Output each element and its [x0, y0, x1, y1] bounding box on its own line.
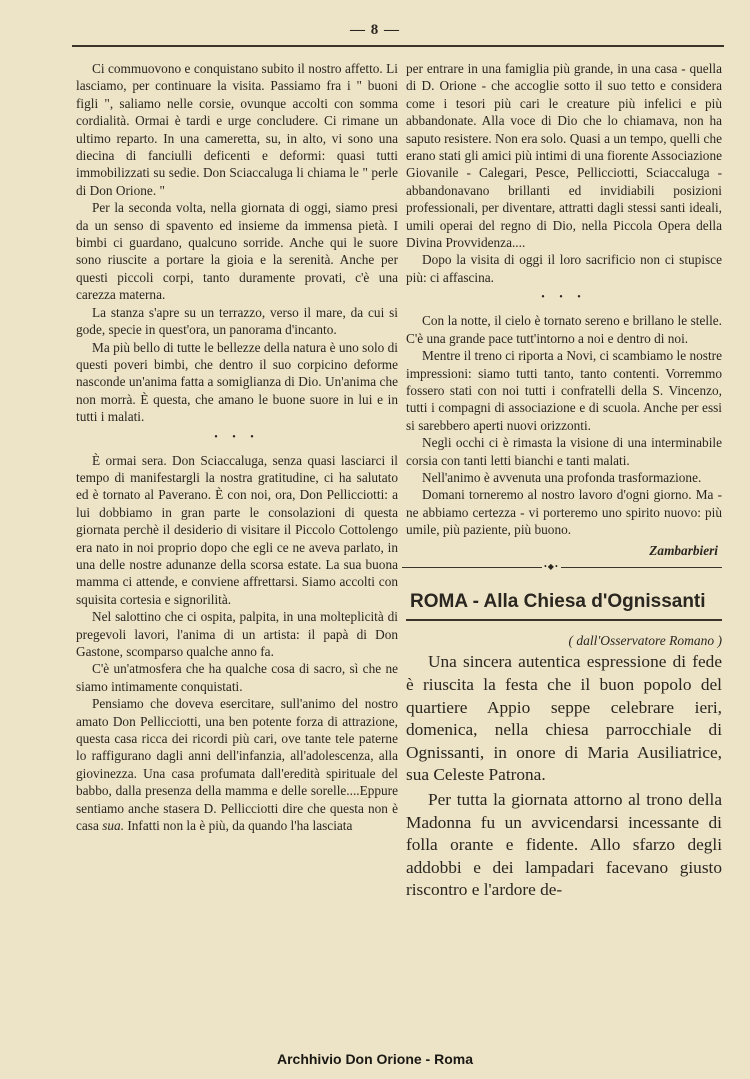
- paragraph: Negli occhi ci è rimasta la visione di una interminabile corsia con tanti letti bianchi e tanti malati.: [406, 435, 722, 468]
- paragraph-text: Infatti non la è più, da quando l'ha lasciata: [127, 818, 353, 834]
- paragraph: Nell'animo è avvenuta una profonda trasformazione.: [422, 469, 702, 485]
- divider-ornament: •◆•: [544, 561, 559, 571]
- paragraph: Con la notte, il cielo è tornato sereno e brillano le stelle. C'è una grande pace tutt'intorno a noi e dentro di noi.: [406, 313, 722, 346]
- paragraph: Dopo la visita di oggi il loro sacrificio non ci stupisce più: ci affascina.: [406, 252, 722, 285]
- paragraph: Domani torneremo al nostro lavoro d'ogni giorno. Ma - ne abbiamo certezza - vi porteremo uno spirito nuovo: più umile, più paziente, più buono.: [406, 487, 722, 538]
- italic-word: sua.: [102, 818, 125, 834]
- page-number: — 8 —: [350, 22, 400, 38]
- paragraph: per entrare in una famiglia più grande, in una casa - quella di D. Orione - che accoglie sotto il suo tetto e considera come i tesori più cari le creature più infelici e più abbandonate. Alla voce di Dio che lo chiamava, non ha saputo resistere. Non era solo. Quasi a un tempo, quelli che erano stati gli amici più intimi di una fiorente Associazione Giovanile - Calegari, Pesce, Pellicciotti, Sciaccaluga - abbandonavano brillanti ed invidiabili posizioni professionali, per diventare, attratti dagli stessi santi ideali, umili operai del regno di Dio, nella Piccola Opera della Divina Provvidenza....: [406, 61, 722, 251]
- header-rule: [72, 45, 724, 47]
- paragraph: Per la seconda volta, nella giornata di oggi, siamo presi da un senso di spavento ed insieme da immensa pietà. I bimbi ci guardano, qualcuno sorride. Anche qui le suore sono riuscite a portare la gioia e la serenità. Anche per questi piccoli corpi, tanto duramente provati, c'è una carezza materna.: [76, 200, 398, 303]
- paragraph: Nel salottino che ci ospita, palpita, in una molteplicità di pregevoli lavori, l'anima di un artista: il papà di Don Gastone, scomparso qualche anno fa.: [76, 609, 398, 659]
- paragraph-text: Pensiamo che doveva esercitare, sull'animo del nostro amato Don Pellicciotti, una ben potente forza di attrazione, questa casa ricca dei ricordi più cari, ove tante tele paterne lo raffigurano dagli anni dell'infanzia, all'adolescenza, alla giovinezza. Una casa profumata dall'eredità spirituale del babbo, dalla presenza della mamma e delle sorelle....Eppure sentiamo anche stasera D. Pellicciotti dire che questa non è casa: [76, 696, 398, 834]
- article-paragraph: Una sincera autentica espressione di fede è riuscita la festa che il buon popolo del quartiere Appio seppe celebrare ieri, domenica, nella chiesa parrocchiale di Ognissanti, in onore di Maria Ausiliatrice, sua Celeste Patrona.: [406, 652, 722, 785]
- paragraph: Ma più bello di tutte le bellezze della natura è uno solo di questi poveri bimbi, che dentro il suo corpicino deforme nasconde un'anima fatta a somiglianza di Dio. Un'anima che non morrà. È questa, che amano le buone suore in lui e in tutti i malati.: [76, 339, 398, 425]
- article-divider: [402, 561, 722, 571]
- right-column: [406, 60, 722, 902]
- article-paragraph: Per tutta la giornata attorno al trono della Madonna fu un avvicendarsi incessante di folla orante e fidente. Allo sfarzo degli addobbi e dei lampadari facevano giusto riscontro e l'ardore de-: [406, 789, 722, 900]
- title-rule: [406, 619, 722, 621]
- left-column: [76, 60, 398, 834]
- section-separator: • • •: [541, 292, 587, 304]
- author-signature: Zambarbieri: [649, 542, 718, 558]
- paragraph: Mentre il treno ci riporta a Novi, ci scambiamo le nostre impressioni: siamo tutti tanto, tanto contenti. Vorremmo fossero stati con noi tutti i confratelli della S. Vincenzo, tutti i compagni di associazione e di scuola. Anche per essi si sarebbero aperti nuovi orizzonti.: [406, 348, 722, 433]
- paragraph: [76, 695, 398, 834]
- paragraph: È ormai sera. Don Sciaccaluga, senza quasi lasciarci il tempo di manifestargli la nostra gratitudine, ci ha salutato ed è tornato al Paverano. È con noi, ora, Don Pellicciotti: a lui dobbiamo in gran parte le consolazioni di questa giornata perchè il desiderio di visitare il Piccolo Cottolengo era nato in noi proprio dopo che egli ce ne aveva parlato, in una delle nostre adunanze della scorsa estate. La sua buona mamma ci attende, e conviene affrettarsi. Siamo accolti con squisita cortesia e signorilità.: [76, 452, 398, 607]
- article-source: ( dall'Osservatore Romano ): [568, 632, 722, 648]
- section-separator: • • •: [214, 431, 260, 443]
- archive-footer: Archhivio Don Orione - Roma: [276, 1051, 473, 1067]
- paragraph: La stanza s'apre su un terrazzo, verso il mare, da cui si gode, specie in quest'ora, un panorama d'incanto.: [76, 304, 398, 338]
- paragraph: C'è un'atmosfera che ha qualche cosa di sacro, sì che ne siamo intimamente conquistati.: [76, 661, 398, 694]
- section-title: ROMA - Alla Chiesa d'Ognissanti: [410, 590, 706, 612]
- paragraph: Ci commuovono e conquistano subito il nostro affetto. Li lasciamo, per continuare la visita. Passiamo fra i " buoni figli ", saliamo nelle corsie, ovunque accolti con somma cordialità. Ormai è tardi e urge concludere. Ci rimane un ultimo reparto. In una cameretta, su, in alto, vi sono una diecina di fanciulli deficenti e deformi: quasi tutti immobilizzati su sedie. Don Sciaccaluga li chiama le " perle di Don Orione. ": [76, 61, 398, 198]
